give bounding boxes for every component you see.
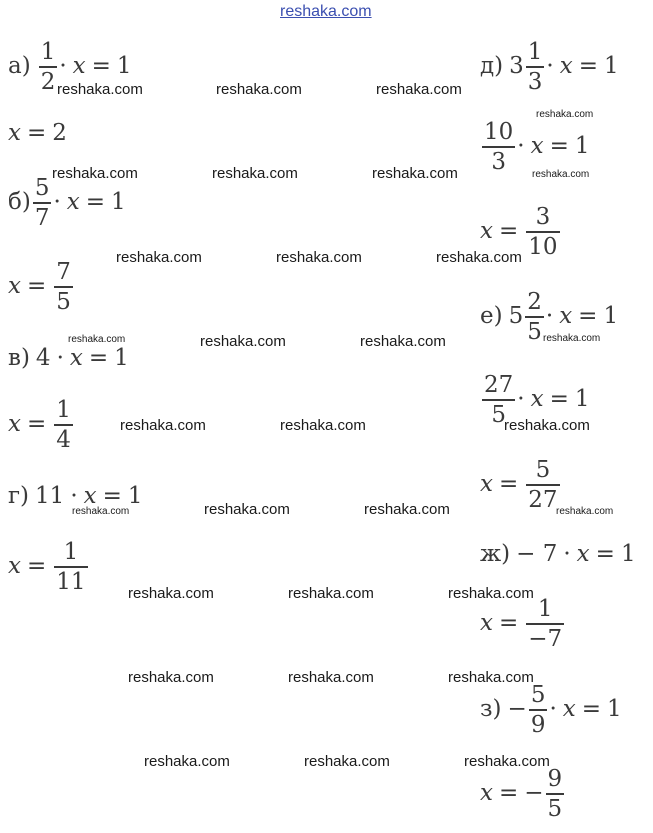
answer-value: 2	[52, 120, 67, 146]
watermark: reshaka.com	[543, 333, 601, 344]
denominator: 5	[547, 795, 563, 822]
dot-operator: ·	[59, 53, 67, 80]
equals-sign: =	[549, 133, 569, 160]
equals-sign: =	[26, 120, 47, 146]
equals-sign: =	[498, 610, 519, 637]
equals-sign: =	[26, 553, 47, 580]
problem-label: д)	[480, 53, 504, 80]
watermark: reshaka.com	[116, 249, 202, 266]
numerator: 2	[527, 289, 542, 315]
dot-operator: ·	[546, 53, 554, 80]
problem-v-equation	[8, 347, 129, 370]
equals-sign: =	[91, 53, 111, 80]
watermark: reshaka.com	[372, 165, 458, 182]
numerator: 3	[535, 204, 551, 230]
equals-sign: =	[578, 303, 598, 330]
problem-label: е)	[480, 303, 503, 330]
numerator: 5	[530, 682, 546, 708]
problem-d-step	[480, 120, 590, 174]
denominator: 7	[34, 204, 50, 231]
rhs-value: 1	[574, 133, 590, 160]
rhs-value: 1	[604, 53, 619, 80]
mixed-number	[509, 290, 546, 344]
fraction	[526, 597, 564, 651]
fraction	[54, 260, 73, 314]
numerator: 5	[34, 175, 50, 201]
watermark: reshaka.com	[376, 81, 462, 98]
rhs-value: 1	[574, 386, 590, 413]
fraction	[54, 540, 87, 594]
rhs-value: 1	[603, 303, 619, 330]
coefficient: 11	[35, 483, 65, 509]
fraction	[33, 176, 52, 230]
fraction-bar	[526, 231, 559, 233]
variable-x: x	[8, 120, 21, 146]
fraction-bar	[526, 623, 564, 625]
numerator: 5	[535, 457, 551, 483]
fraction	[526, 458, 559, 512]
watermark: reshaka.com	[504, 417, 590, 434]
watermark: reshaka.com	[464, 753, 550, 770]
problem-label: з)	[480, 696, 502, 723]
problem-b-equation	[8, 176, 126, 230]
denominator: 10	[528, 233, 558, 260]
rhs-value: 1	[620, 541, 636, 567]
dot-operator: ·	[517, 133, 525, 160]
equals-sign: =	[102, 483, 122, 509]
watermark: reshaka.com	[212, 165, 298, 182]
rhs-value: 1	[127, 483, 143, 509]
whole-part: 3	[509, 53, 524, 80]
fraction	[529, 683, 548, 737]
fraction-bar	[525, 316, 544, 318]
denominator: 2	[40, 68, 56, 95]
equals-sign: =	[498, 471, 519, 498]
watermark: reshaka.com	[72, 506, 130, 517]
mixed-number	[509, 40, 546, 94]
denominator: 3	[491, 148, 506, 175]
fraction-bar	[482, 146, 515, 148]
watermark: reshaka.com	[52, 165, 138, 182]
watermark: reshaka.com	[536, 109, 594, 120]
watermark: reshaka.com	[448, 669, 534, 686]
variable-x: x	[66, 189, 80, 216]
denominator: 9	[530, 711, 546, 738]
fraction-bar	[526, 66, 545, 68]
fraction	[546, 767, 565, 821]
problem-label: б)	[8, 189, 31, 216]
watermark: reshaka.com	[276, 249, 362, 266]
watermark: reshaka.com	[128, 669, 214, 686]
watermark: reshaka.com	[216, 81, 302, 98]
equals-sign: =	[595, 541, 615, 567]
watermark: reshaka.com	[120, 417, 206, 434]
coefficient: 4	[35, 345, 51, 371]
problem-z-equation	[480, 683, 622, 737]
numerator: 1	[56, 397, 71, 423]
fraction	[525, 290, 544, 344]
fraction	[482, 120, 515, 174]
numerator: 10	[484, 119, 514, 145]
numerator: 7	[56, 259, 71, 285]
dot-operator: ·	[549, 696, 557, 723]
watermark: reshaka.com	[280, 417, 366, 434]
problem-label: в)	[8, 345, 30, 371]
variable-x: x	[530, 386, 544, 413]
watermark: reshaka.com	[200, 333, 286, 350]
watermark: reshaka.com	[204, 501, 290, 518]
dot-operator: ·	[56, 345, 64, 371]
problem-label: а)	[8, 53, 31, 80]
fraction	[39, 40, 58, 94]
variable-x: x	[480, 610, 493, 637]
denominator: 5	[491, 401, 506, 428]
dot-operator: ·	[545, 303, 554, 330]
numerator: 27	[484, 372, 514, 398]
variable-x: x	[530, 133, 544, 160]
watermark: reshaka.com	[556, 506, 614, 517]
fraction-bar	[54, 286, 73, 288]
variable-x: x	[562, 696, 576, 723]
fraction	[54, 398, 73, 452]
problem-e-step	[480, 373, 590, 427]
watermark: reshaka.com	[288, 585, 374, 602]
equals-sign: =	[85, 189, 106, 216]
problem-d-equation	[480, 40, 619, 94]
denominator: 11	[56, 568, 86, 595]
dot-operator: ·	[70, 483, 78, 509]
variable-x: x	[480, 218, 493, 245]
variable-x: x	[559, 303, 573, 330]
problem-g-answer	[8, 540, 90, 594]
watermark-top[interactable]: reshaka.com	[280, 3, 372, 20]
variable-x: x	[576, 541, 590, 567]
variable-x: x	[8, 411, 21, 438]
rhs-value: 1	[111, 189, 126, 216]
problem-e-answer	[480, 458, 562, 512]
denominator: 5	[527, 318, 542, 345]
variable-x: x	[8, 553, 21, 580]
denominator: 27	[528, 486, 558, 513]
numerator: 1	[537, 596, 553, 622]
fraction-bar	[529, 709, 548, 711]
numerator: 1	[63, 539, 79, 565]
watermark: reshaka.com	[128, 585, 214, 602]
rhs-value: 1	[607, 696, 622, 723]
watermark: reshaka.com	[288, 669, 374, 686]
coefficient: − 7	[516, 541, 558, 567]
problem-label: г)	[8, 483, 30, 509]
watermark: reshaka.com	[57, 81, 143, 98]
problem-z-answer	[480, 767, 566, 821]
problem-d-answer	[480, 205, 562, 259]
problem-b-answer	[8, 260, 75, 314]
equals-sign: =	[549, 386, 569, 413]
problem-a-answer	[8, 122, 67, 145]
problem-a-equation	[8, 40, 132, 94]
fraction-bar	[54, 566, 87, 568]
denominator: −7	[528, 625, 563, 652]
minus-sign: −	[524, 780, 544, 807]
variable-x: x	[559, 53, 573, 80]
numerator: 1	[40, 39, 56, 65]
dot-operator: ·	[563, 541, 571, 567]
denominator: 3	[527, 68, 543, 95]
problem-label: ж)	[480, 541, 511, 567]
numerator: 1	[527, 39, 543, 65]
problem-e-equation	[480, 290, 618, 344]
variable-x: x	[72, 53, 86, 80]
watermark: reshaka.com	[448, 585, 534, 602]
whole-part: 5	[508, 303, 524, 330]
equals-sign: =	[581, 696, 602, 723]
equals-sign: =	[88, 345, 109, 371]
rhs-value: 1	[116, 53, 132, 80]
watermark: reshaka.com	[436, 249, 522, 266]
equals-sign: =	[498, 780, 519, 807]
variable-x: x	[83, 483, 97, 509]
fraction-bar	[54, 424, 73, 426]
dot-operator: ·	[53, 189, 61, 216]
equals-sign: =	[26, 273, 47, 300]
problem-g-equation	[8, 485, 143, 508]
problem-zh-equation	[480, 543, 636, 566]
watermark: reshaka.com	[360, 333, 446, 350]
fraction-bar	[482, 399, 515, 401]
equals-sign: =	[26, 411, 47, 438]
denominator: 5	[56, 288, 71, 315]
fraction	[526, 40, 545, 94]
variable-x: x	[8, 273, 21, 300]
variable-x: x	[480, 780, 493, 807]
rhs-value: 1	[114, 345, 129, 371]
watermark: reshaka.com	[364, 501, 450, 518]
minus-sign: −	[507, 696, 527, 723]
fraction-bar	[39, 66, 58, 68]
problem-zh-answer	[480, 597, 566, 651]
denominator: 4	[56, 426, 71, 453]
fraction	[482, 373, 515, 427]
watermark: reshaka.com	[68, 334, 126, 345]
numerator: 9	[547, 766, 563, 792]
watermark: reshaka.com	[532, 169, 590, 180]
equals-sign: =	[578, 53, 598, 80]
fraction-bar	[33, 202, 52, 204]
problem-v-answer	[8, 398, 75, 452]
dot-operator: ·	[517, 386, 525, 413]
variable-x: x	[480, 471, 493, 498]
equals-sign: =	[498, 218, 519, 245]
watermark: reshaka.com	[304, 753, 390, 770]
variable-x: x	[69, 345, 83, 371]
fraction-bar	[546, 793, 565, 795]
fraction-bar	[526, 484, 559, 486]
fraction	[526, 205, 559, 259]
watermark: reshaka.com	[144, 753, 230, 770]
